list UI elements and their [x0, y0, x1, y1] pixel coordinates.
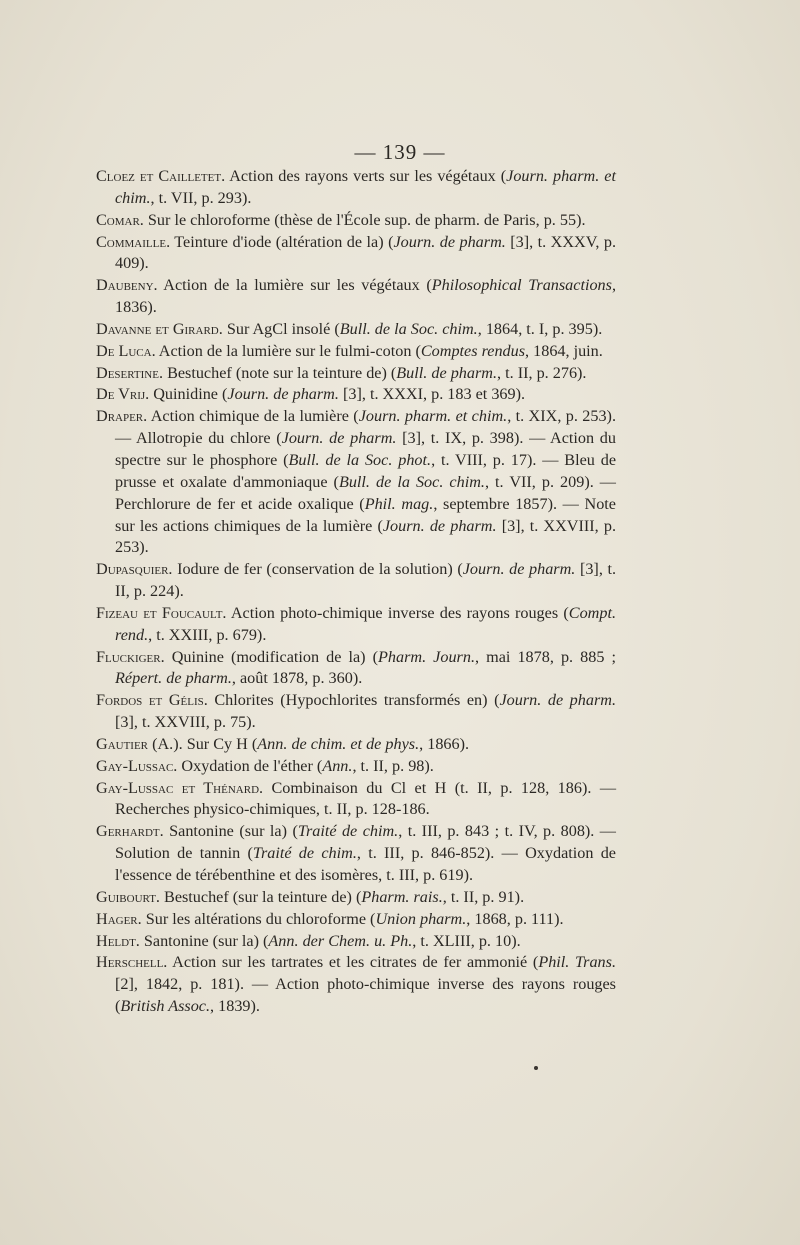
entry-text: [3], t. XXXV, p. 409).: [115, 232, 616, 273]
bibliography-entry: [96, 341, 616, 363]
entry-text: , t. VII, p. 293).: [150, 188, 252, 207]
entry-text: Action sur les tartrates et les citrates de fer ammonié (: [167, 953, 539, 972]
bibliography-entry: [96, 778, 616, 822]
author-name: Fizeau et Foucault.: [96, 603, 227, 622]
bibliography-entry: [96, 909, 616, 931]
author-name: Heldt.: [96, 931, 140, 950]
source-title: Journ. de pharm.: [281, 429, 397, 448]
source-title: Bull. de la Soc. phot.: [288, 450, 432, 469]
entry-text: , août 1878, p. 360).: [231, 669, 363, 688]
entry-text: Bestuchef (sur la teinture de) (: [159, 887, 362, 906]
source-title: Bull. de la Soc. chim.: [338, 472, 485, 491]
author-name: Desertine.: [96, 363, 164, 382]
source-title: Journ. pharm. et chim.: [358, 407, 508, 426]
entry-text: Chlorites (Hypochlorites transformés en) (: [207, 691, 500, 710]
bibliography-entry: [96, 210, 616, 232]
author-name: Gautier: [96, 734, 149, 753]
entry-text: , t. XLIII, p. 10).: [412, 931, 521, 950]
author-name: Davanne et Girard.: [96, 319, 223, 338]
entry-text: Action photo-chimique inverse des rayons rouges (: [226, 603, 569, 622]
entry-text: Quinidine (: [149, 385, 228, 404]
source-title: Bull. de la Soc. chim.: [339, 319, 478, 338]
entry-text: , t. XXIII, p. 679).: [148, 625, 267, 644]
bibliography-entry: [96, 734, 616, 756]
author-name: Draper.: [96, 407, 148, 426]
entry-text: , t. III, p. 846-852). — Oxydation de l'essence de térébenthine et des isomères, t. III, p. 619).: [115, 844, 616, 884]
bibliography-entry: [96, 821, 616, 887]
entry-text: Action de la lumière sur le fulmi-coton (: [155, 341, 421, 360]
author-name: De Vrij.: [96, 385, 150, 404]
entry-text: , t. VIII, p. 17). — Bleu de prusse et oxalate d'ammoniaque (: [115, 450, 617, 491]
entry-text: Sur le chloroforme (thèse de l'École sup. de pharm. de Paris, p. 55).: [143, 210, 586, 229]
source-title: Compt. rend.: [115, 603, 616, 644]
entry-text: [3], t. XXVIII, p. 253).: [115, 516, 616, 557]
bibliography-entry: [96, 756, 616, 778]
bibliography-entry: [96, 406, 616, 559]
entry-text: , 1864, t. I, p. 395).: [477, 319, 603, 338]
bibliography-entry: [96, 275, 616, 319]
entry-text: , t. II, p. 276).: [497, 363, 587, 382]
entry-text: Combinaison du Cl et H (t. II, p. 128, 186). — Recherches physico-chimiques, t. II, p. 128-186.: [115, 778, 617, 819]
entry-text: [3], t. XXVIII, p. 75).: [115, 713, 256, 732]
entry-text: Action des rayons verts sur les végétaux (: [225, 167, 507, 185]
entry-text: Teinture d'iode (altération de la) (: [170, 232, 394, 251]
entry-text: Santonine (sur la) (: [163, 822, 298, 841]
entry-text: Sur les altérations du chloroforme (: [141, 909, 376, 928]
bibliography-list: [96, 166, 616, 1018]
source-title: Ann. der Chem. u. Ph.: [268, 931, 413, 950]
author-name: Gerhardt.: [96, 822, 164, 841]
bibliography-entry: [96, 559, 616, 603]
bibliography-entry: [96, 603, 616, 647]
entry-text: Bestuchef (note sur la teinture de) (: [163, 363, 397, 382]
entry-text: , t. II, p. 98).: [352, 756, 434, 775]
ink-speck: [534, 1066, 538, 1070]
source-title: Pharm. rais.: [361, 887, 443, 906]
source-title: Phil. Trans.: [538, 953, 616, 972]
bibliography-entry: [96, 232, 616, 276]
entry-text: , mai 1878, p. 885 ;: [475, 647, 616, 666]
entry-text: [3], t. XXXI, p. 183 et 369).: [338, 385, 526, 404]
entry-text: , t. III, p. 843 ; t. IV, p. 808). — Solution de tannin (: [115, 822, 616, 863]
author-name: Gay-Lussac.: [96, 756, 178, 775]
bibliography-entry: [96, 647, 616, 691]
source-title: Phil. mag.: [364, 494, 434, 513]
page-number: — 139 —: [354, 140, 446, 164]
source-title: British Assoc.: [120, 997, 211, 1016]
entry-text: Quinine (modification de la) (: [164, 647, 378, 666]
author-name: Hager.: [96, 909, 142, 928]
bibliography-entry: [96, 690, 616, 734]
entry-text: , septembre 1857). — Note sur les actions chimiques de la lumière (: [115, 494, 616, 535]
source-title: Traité de chim.: [252, 844, 357, 863]
bibliography-entry: [96, 319, 616, 341]
bibliography-entry: [96, 952, 616, 1018]
source-title: Union pharm.: [375, 909, 467, 928]
author-name: Commaille.: [96, 232, 171, 251]
source-title: Journ. de pharm.: [499, 691, 616, 710]
source-title: Journ. de pharm.: [393, 232, 506, 251]
entry-text: [2], 1842, p. 181). — Action photo-chimique inverse des rayons rouges (: [115, 975, 616, 1016]
author-name: Daubeny.: [96, 276, 158, 295]
entry-text: , t. XIX, p. 253). — Allotropie du chlore (: [115, 407, 616, 448]
source-title: Pharm. Journ.: [378, 647, 475, 666]
entry-text: Iodure de fer (conservation de la solution) (: [172, 560, 463, 579]
author-name: Fordos et Gélis.: [96, 691, 208, 710]
source-title: Comptes rendus: [420, 341, 526, 360]
entry-text: (A.). Sur Cy H (: [148, 734, 258, 753]
source-title: Répert. de pharm.: [115, 669, 232, 688]
bibliography-entry: [96, 931, 616, 953]
entry-text: [3], t. II, p. 224).: [115, 560, 616, 601]
source-title: Journ. de pharm.: [462, 560, 576, 579]
author-name: Comar.: [96, 210, 144, 229]
source-title: Bull. de pharm.: [396, 363, 498, 382]
source-title: Journ. de pharm.: [227, 385, 339, 404]
bibliography-entry: [96, 363, 616, 385]
author-name: Herschell.: [96, 953, 168, 972]
entry-text: , 1864, juin.: [525, 341, 603, 360]
entry-text: Santonine (sur la) (: [139, 931, 269, 950]
entry-text: , t. VII, p. 209). — Perchlorure de fer et acide oxalique (: [115, 472, 616, 513]
entry-text: Oxydation de l'éther (: [177, 756, 323, 775]
entry-text: , 1868, p. 111).: [466, 909, 564, 928]
author-name: Dupasquier.: [96, 560, 173, 579]
source-title: Journ. de pharm.: [382, 516, 497, 535]
author-name: Gay-Lussac et Thénard.: [96, 778, 264, 797]
entry-text: [3], t. IX, p. 398). — Action du spectre sur le phosphore (: [115, 429, 616, 469]
entry-text: , t. II, p. 91).: [442, 887, 525, 906]
entry-text: , 1839).: [210, 997, 260, 1016]
entry-text: Action de la lumière sur les végétaux (: [157, 276, 432, 295]
author-name: Cloez et Cailletet.: [96, 167, 226, 185]
source-title: Traité de chim.: [297, 822, 399, 841]
source-title: Ann. de chim. et de phys.: [257, 734, 420, 753]
author-name: Fluckiger.: [96, 647, 165, 666]
entry-text: Sur AgCl insolé (: [222, 319, 340, 338]
source-title: Journ. pharm. et chim.: [115, 167, 616, 207]
bibliography-entry: [96, 384, 616, 406]
entry-text: Action chimique de la lumière (: [147, 407, 359, 426]
source-title: Ann.: [322, 756, 353, 775]
source-title: Philosophical Transactions: [431, 276, 612, 295]
author-name: Guibourt.: [96, 887, 160, 906]
bibliography-entry: [96, 166, 616, 210]
entry-text: , 1836).: [115, 276, 616, 317]
entry-text: , 1866).: [419, 734, 470, 753]
bibliography-entry: [96, 887, 616, 909]
author-name: De Luca.: [96, 341, 156, 360]
